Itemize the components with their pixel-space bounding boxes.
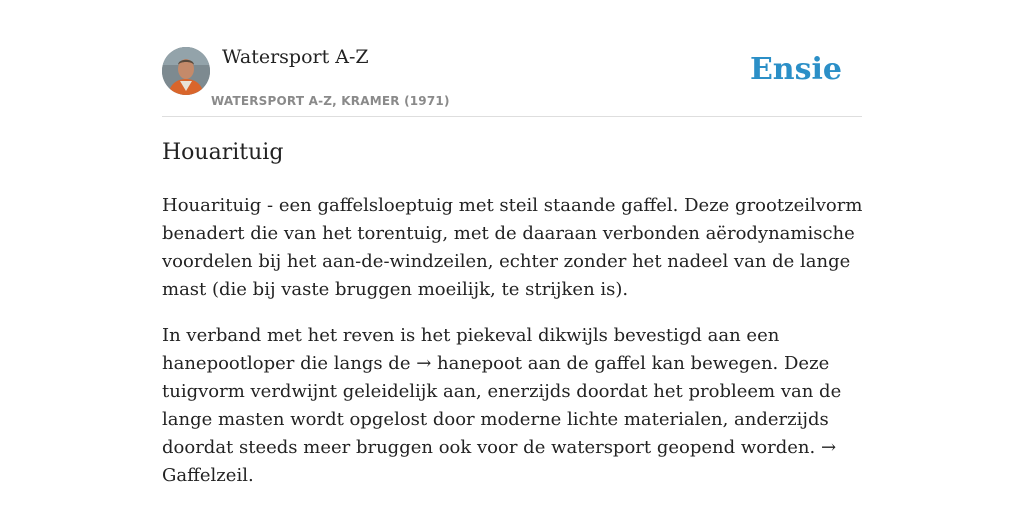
source-citation: WATERSPORT A-Z, KRAMER (1971) [211, 94, 450, 108]
cross-reference-link-hanepoot[interactable]: → hanepoot [416, 353, 523, 374]
author-header [162, 44, 862, 117]
paragraph-text: In verband met het reven is het piekeval dikwijls bevestigd aan een hanepootloper die langs de [162, 325, 780, 374]
author-name[interactable]: Watersport A-Z [222, 46, 369, 68]
entry-body [162, 192, 872, 508]
paragraph-text: . [247, 465, 254, 486]
author-avatar[interactable] [162, 47, 210, 95]
paragraph-text: aan de gaffel kan bewegen. Deze tuigvorm verdwijnt geleidelijk aan, enerzijds doordat het probleem van de lange masten wordt opgelost door moderne lichte materialen, anderzijds doordat steeds meer bruggen ook voor de watersport geopend worden. [162, 353, 842, 458]
avatar-portrait-icon [162, 47, 210, 95]
paragraph-definition: Houarituig - een gaffelsloeptuig met steil staande gaffel. Deze grootzeilvorm benadert die van het torentuig, met de daaraan verbonden aërodynamische voordelen bij het aan-de-windzeilen, echter zonder het nadeel van de lange mast (die bij vaste bruggen moeilijk, te strijken is). [162, 195, 863, 300]
cross-reference-link-gaffelzeil[interactable]: → Gaffelzeil [162, 437, 837, 486]
paragraph-details [162, 322, 872, 490]
ensie-logo[interactable]: Ensie [749, 52, 842, 87]
entry-title: Houarituig [162, 140, 284, 165]
